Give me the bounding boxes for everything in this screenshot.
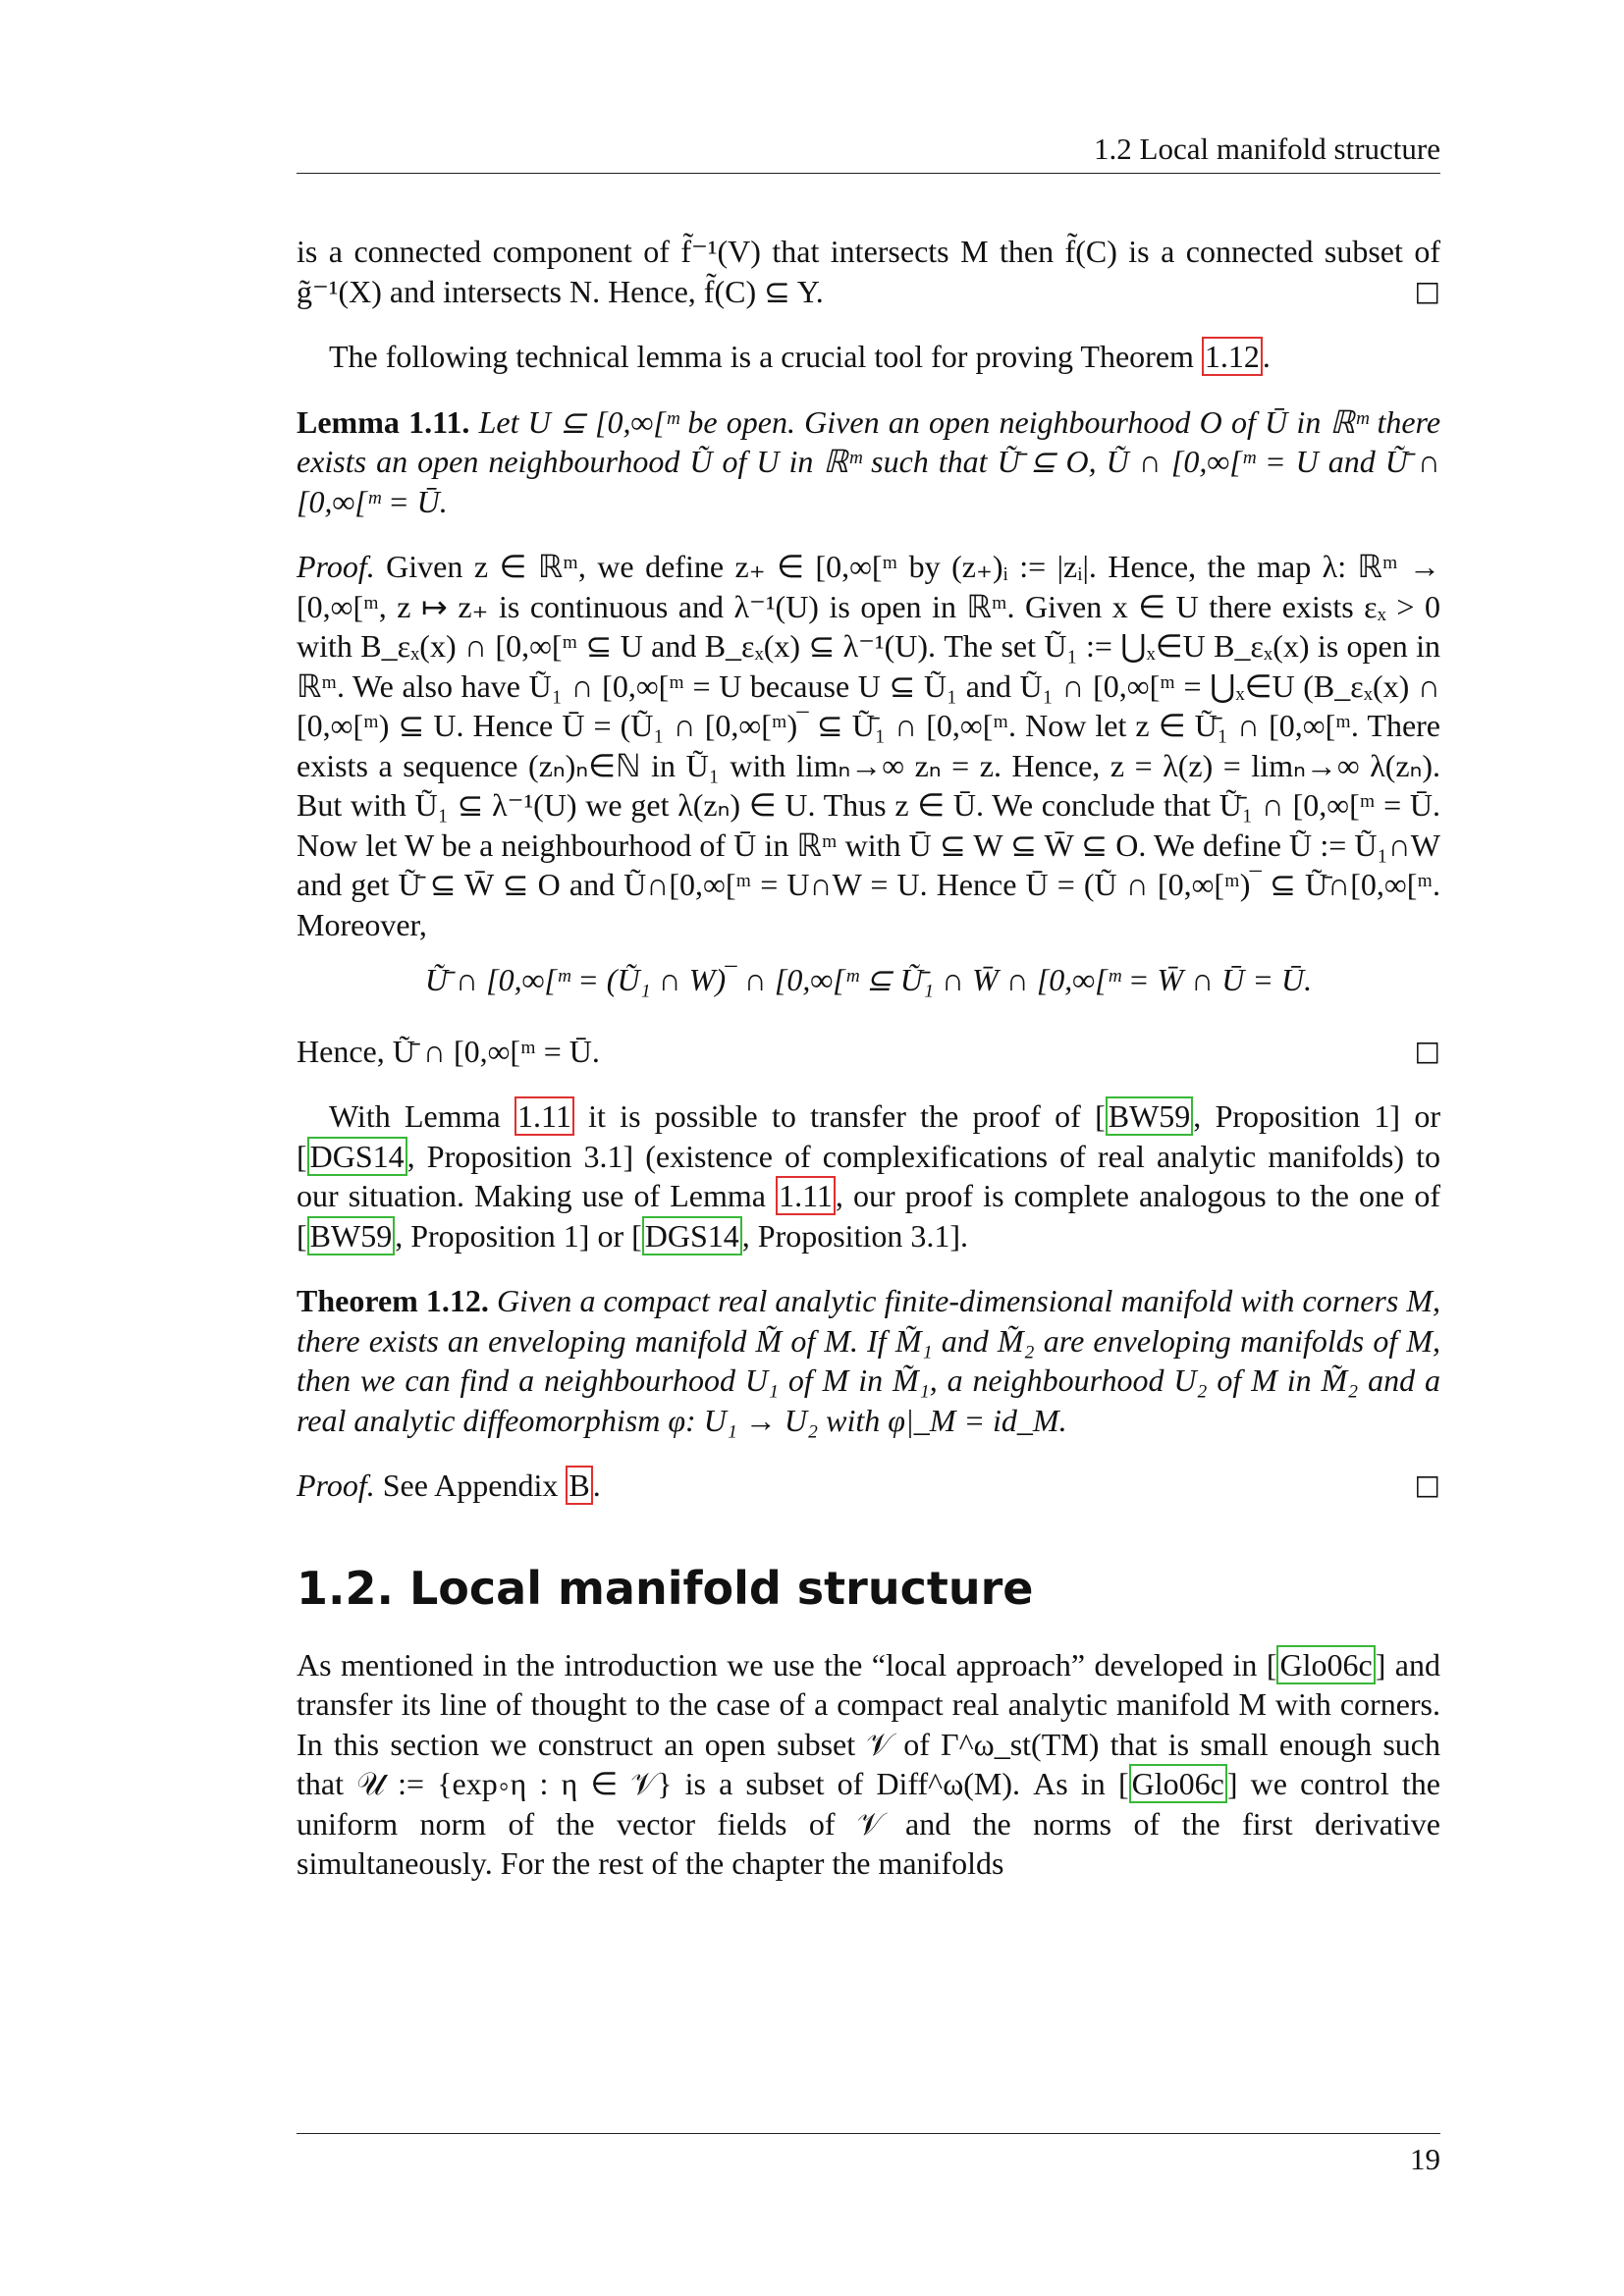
text-run: , our proof is complete analogous to the one of [	[297, 1178, 1441, 1254]
page-number: 19	[1410, 2142, 1440, 2176]
proof-lemma	[297, 547, 1440, 1071]
proof-closing-line	[297, 1032, 1440, 1072]
paragraph-transfer	[297, 1096, 1440, 1255]
theorem-ref-link[interactable]: 1.12	[1202, 337, 1263, 376]
text-run: , Proposition 3.1] (existence of complexifications of real analytic manifolds) to our situation. Making use of Lemma	[297, 1138, 1440, 1213]
header-rule	[297, 173, 1440, 174]
text-run: .	[592, 1468, 601, 1503]
display-equation: Ũ̄ ∩ [0,∞[ᵐ = (Ũ₁ ∩ W)‾ ∩ [0,∞[ᵐ ⊆ Ũ̄₁ ∩ W̄ ∩ [0,∞[ᵐ = W̄ ∩ Ū = Ū.	[424, 962, 1313, 997]
citation-link[interactable]: BW59	[1106, 1096, 1194, 1136]
text-run: ] and transfer its line of thought to the case of a compact real analytic manifold M with corners. In this section we construct an open subset 𝒱 of Γ^ω_st(TM) that is small enough such that 𝒰 := {exp∘η : η ∈ 𝒱} is a subset of Diff^ω(M). As in [	[297, 1646, 1441, 1801]
main-text	[297, 232, 1440, 1909]
paragraph-end: .	[1262, 339, 1271, 374]
paragraph-continuation	[297, 232, 1440, 311]
paragraph-intro-lemma	[297, 337, 1440, 377]
text-run: As mentioned in the introduction we use the “local approach” developed in [	[297, 1646, 1277, 1682]
text-run: With Lemma	[329, 1098, 515, 1134]
lemma-ref-link[interactable]: 1.11	[514, 1096, 574, 1136]
qed-symbol: □	[1414, 1034, 1440, 1067]
proof-closing-text: Hence, Ũ̄ ∩ [0,∞[ᵐ = Ū.	[297, 1033, 600, 1069]
text-run: ] we control the uniform norm of the vector fields of 𝒱 and the norms of the first derivative simultaneously. For the rest of the chapter the manifolds	[297, 1766, 1440, 1881]
text-run: it is possible to transfer the proof of [	[573, 1098, 1106, 1134]
paragraph-local-approach	[297, 1645, 1440, 1884]
running-header: 1.2 Local manifold structure	[1094, 132, 1440, 166]
section-heading: 1.2. Local manifold structure	[297, 1561, 1034, 1615]
theorem-1-12	[297, 1281, 1440, 1440]
paragraph-text: The following technical lemma is a crucial tool for proving Theorem	[329, 339, 1202, 374]
citation-link[interactable]: DGS14	[642, 1216, 742, 1255]
appendix-ref-link[interactable]: B	[566, 1466, 592, 1505]
proof-label: Proof.	[297, 549, 375, 584]
lemma-1-11	[297, 402, 1440, 522]
qed-symbol: □	[1414, 274, 1440, 307]
citation-link[interactable]: BW59	[307, 1216, 396, 1255]
citation-link[interactable]: DGS14	[307, 1137, 407, 1176]
footer-rule	[297, 2133, 1440, 2134]
lemma-statement: Let U ⊆ [0,∞[ᵐ be open. Given an open neighbourhood O of Ū in ℝᵐ there exists an open neighbourhood Ũ of U in ℝᵐ such that Ũ̄ ⊆ O, Ũ ∩ [0,∞[ᵐ = U and Ũ̄ ∩ [0,∞[ᵐ = Ū.	[297, 403, 1441, 519]
qed-symbol: □	[1414, 1468, 1440, 1501]
theorem-statement: Given a compact real analytic finite-dimensional manifold with corners M, there exists an enveloping manifold M̃ of M. If M̃₁ and M̃₂ are enveloping manifolds of M, then we can find a neighbourhood U₁ of M in M̃₁, a neighbourhood U₂ of M in M̃₂ and a real analytic diffeomorphism φ: U₁ → U₂ with φ|_M = id_M.	[297, 1283, 1441, 1438]
paragraph-text: is a connected component of f̃⁻¹(V) that intersects M then f̃(C) is a connected subset of g̃⁻¹(X) and intersects N. Hence, f̃(C) ⊆ Y.	[297, 234, 1440, 309]
lemma-label: Lemma 1.11.	[297, 403, 470, 440]
proof-theorem	[297, 1466, 1440, 1506]
text-run: , Proposition 1] or [	[395, 1217, 642, 1254]
lemma-ref-link[interactable]: 1.11	[776, 1176, 836, 1215]
proof-text: Given z ∈ ℝᵐ, we define z₊ ∈ [0,∞[ᵐ by (z₊)ᵢ := |zᵢ|. Hence, the map λ: ℝᵐ → [0,∞[ᵐ, z ↦ z₊ is continuous and λ⁻¹(U) is open in ℝᵐ. Given x ∈ U there exists εₓ > 0 with B_εₓ(x) ∩ [0,∞[ᵐ ⊆ U and B_εₓ(x) ⊆ λ⁻¹(U). The set Ũ₁ := ⋃ₓ∈U B_εₓ(x) is open in ℝᵐ. We also have Ũ₁ ∩ [0,∞[ᵐ = U because U ⊆ Ũ₁ and Ũ₁ ∩ [0,∞[ᵐ = ⋃ₓ∈U (B_εₓ(x) ∩ [0,∞[ᵐ) ⊆ U. Hence Ū = (Ũ₁ ∩ [0,∞[ᵐ)‾ ⊆ Ũ̄₁ ∩ [0,∞[ᵐ. Now let z ∈ Ũ̄₁ ∩ [0,∞[ᵐ. There exists a sequence (zₙ)ₙ∈ℕ in Ũ₁ with limₙ→∞ zₙ = z. Hence, z = λ(z) = limₙ→∞ λ(zₙ). But with Ũ₁ ⊆ λ⁻¹(U) we get λ(zₙ) ∈ U. Thus z ∈ Ū. We conclude that Ũ̄₁ ∩ [0,∞[ᵐ = Ū. Now let W be a neighbourhood of Ū in ℝᵐ with Ū ⊆ W ⊆ W̄ ⊆ O. We define Ũ := Ũ₁∩W and get Ũ̄ ⊆ W̄ ⊆ O and Ũ∩[0,∞[ᵐ = U∩W = U. Hence Ū = (Ũ ∩ [0,∞[ᵐ)‾ ⊆ Ũ̄∩[0,∞[ᵐ. Moreover,	[297, 549, 1441, 942]
theorem-label: Theorem 1.12.	[297, 1283, 489, 1318]
text-run: , Proposition 3.1].	[741, 1217, 968, 1254]
proof-label: Proof.	[297, 1468, 375, 1503]
citation-link[interactable]: Glo06c	[1129, 1764, 1227, 1803]
proof-text: See Appendix	[382, 1468, 567, 1503]
citation-link[interactable]: Glo06c	[1276, 1645, 1375, 1684]
text-run: , Proposition 1] or [	[297, 1098, 1441, 1174]
